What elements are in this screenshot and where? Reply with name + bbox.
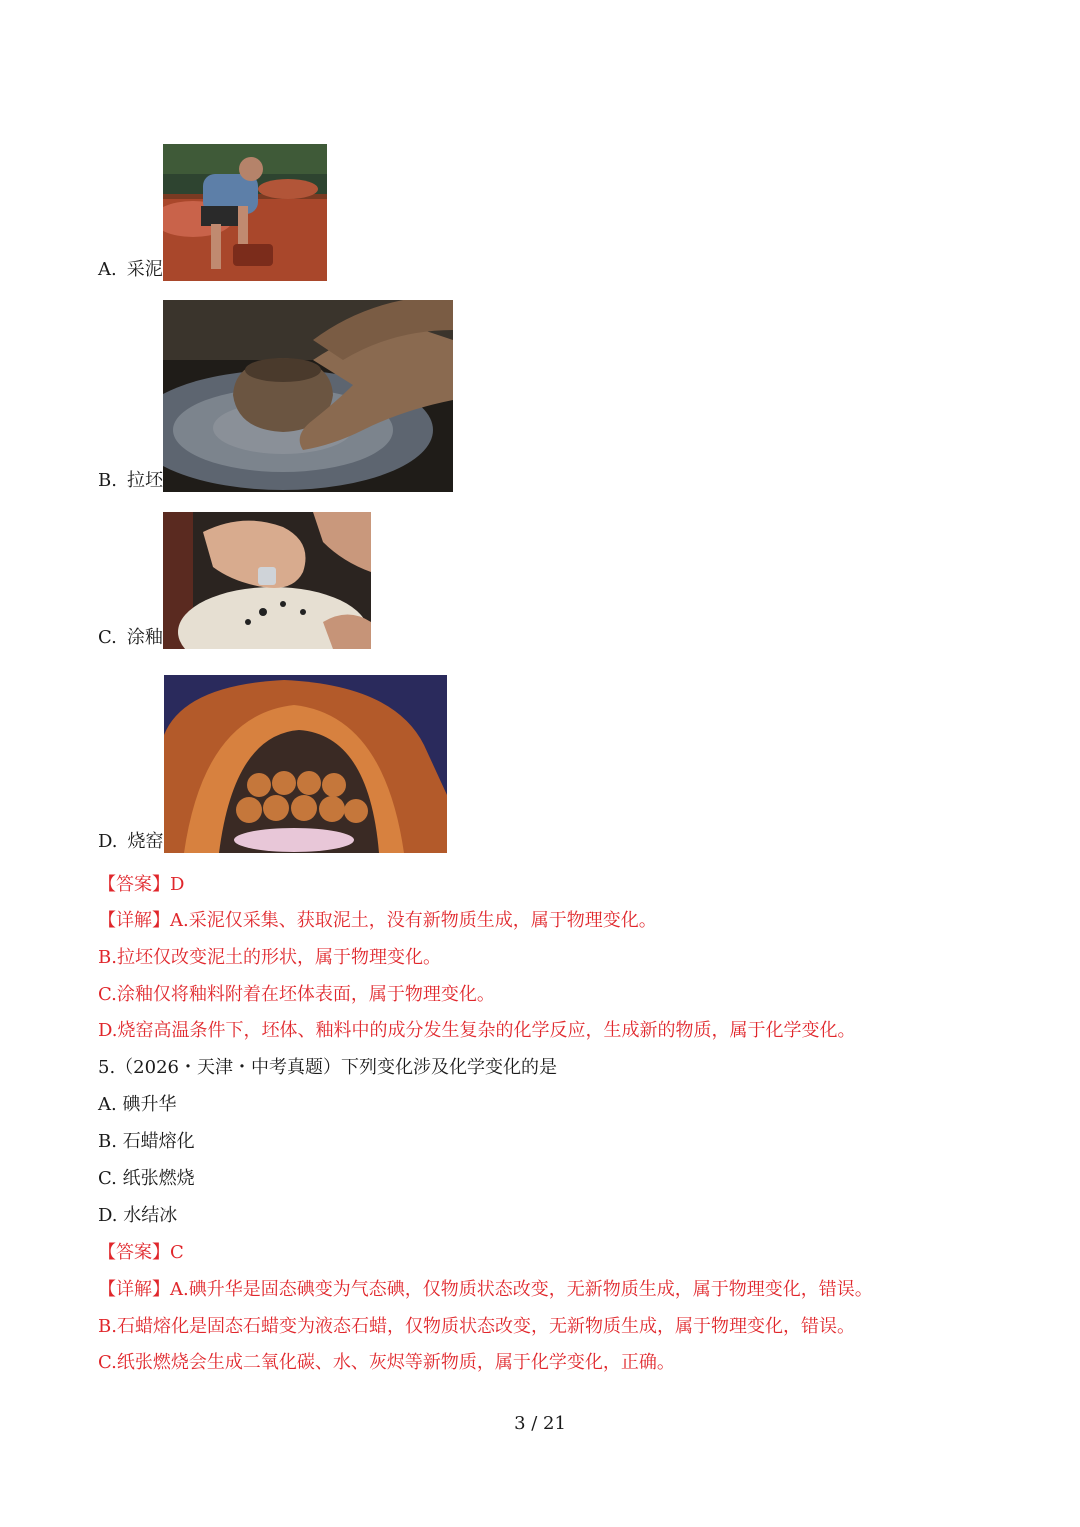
q5-option-c: C. 纸张燃烧 <box>98 1168 195 1189</box>
q5-option-d: D. 水结冰 <box>98 1205 178 1226</box>
clay-digging-photo <box>163 144 327 281</box>
q4-answer: 【答案】D <box>98 874 185 895</box>
q4-detail-b: B.拉坯仅改变泥土的形状，属于物理变化。 <box>98 947 441 968</box>
option-a-label: A. 采泥 <box>98 259 163 280</box>
option-c-label: C. 涂釉 <box>98 627 163 648</box>
q5-option-b: B. 石蜡熔化 <box>98 1131 195 1152</box>
q5-stem: 5.（2026・天津・中考真题）下列变化涉及化学变化的是 <box>98 1057 557 1078</box>
option-c <box>98 512 371 649</box>
q5-detail-b: B.石蜡熔化是固态石蜡变为液态石蜡，仅物质状态改变，无新物质生成，属于物理变化，错误。 <box>98 1316 855 1337</box>
page-number: 3 / 21 <box>514 1413 566 1434</box>
glazing-photo <box>163 512 371 649</box>
kiln-firing-photo <box>164 675 447 853</box>
q4-detail-c: C.涂釉仅将釉料附着在坯体表面，属于物理变化。 <box>98 984 495 1005</box>
option-a <box>98 144 327 281</box>
q4-detail-d: D.烧窑高温条件下，坯体、釉料中的成分发生复杂的化学反应，生成新的物质，属于化学变化。 <box>98 1020 856 1041</box>
q5-answer: 【答案】C <box>98 1242 184 1263</box>
option-d <box>98 675 447 853</box>
option-d-label: D. 烧窑 <box>98 831 164 852</box>
q5-option-a: A. 碘升华 <box>98 1094 177 1115</box>
pottery-wheel-photo <box>163 300 453 492</box>
option-b <box>98 300 453 492</box>
option-b-label: B. 拉坯 <box>98 470 163 491</box>
q5-detail-a: 【详解】A.碘升华是固态碘变为气态碘，仅物质状态改变，无新物质生成，属于物理变化，错误。 <box>98 1279 873 1300</box>
q4-detail-a: 【详解】A.采泥仅采集、获取泥土，没有新物质生成，属于物理变化。 <box>98 910 657 931</box>
q5-detail-c: C.纸张燃烧会生成二氧化碳、水、灰烬等新物质，属于化学变化，正确。 <box>98 1352 675 1373</box>
